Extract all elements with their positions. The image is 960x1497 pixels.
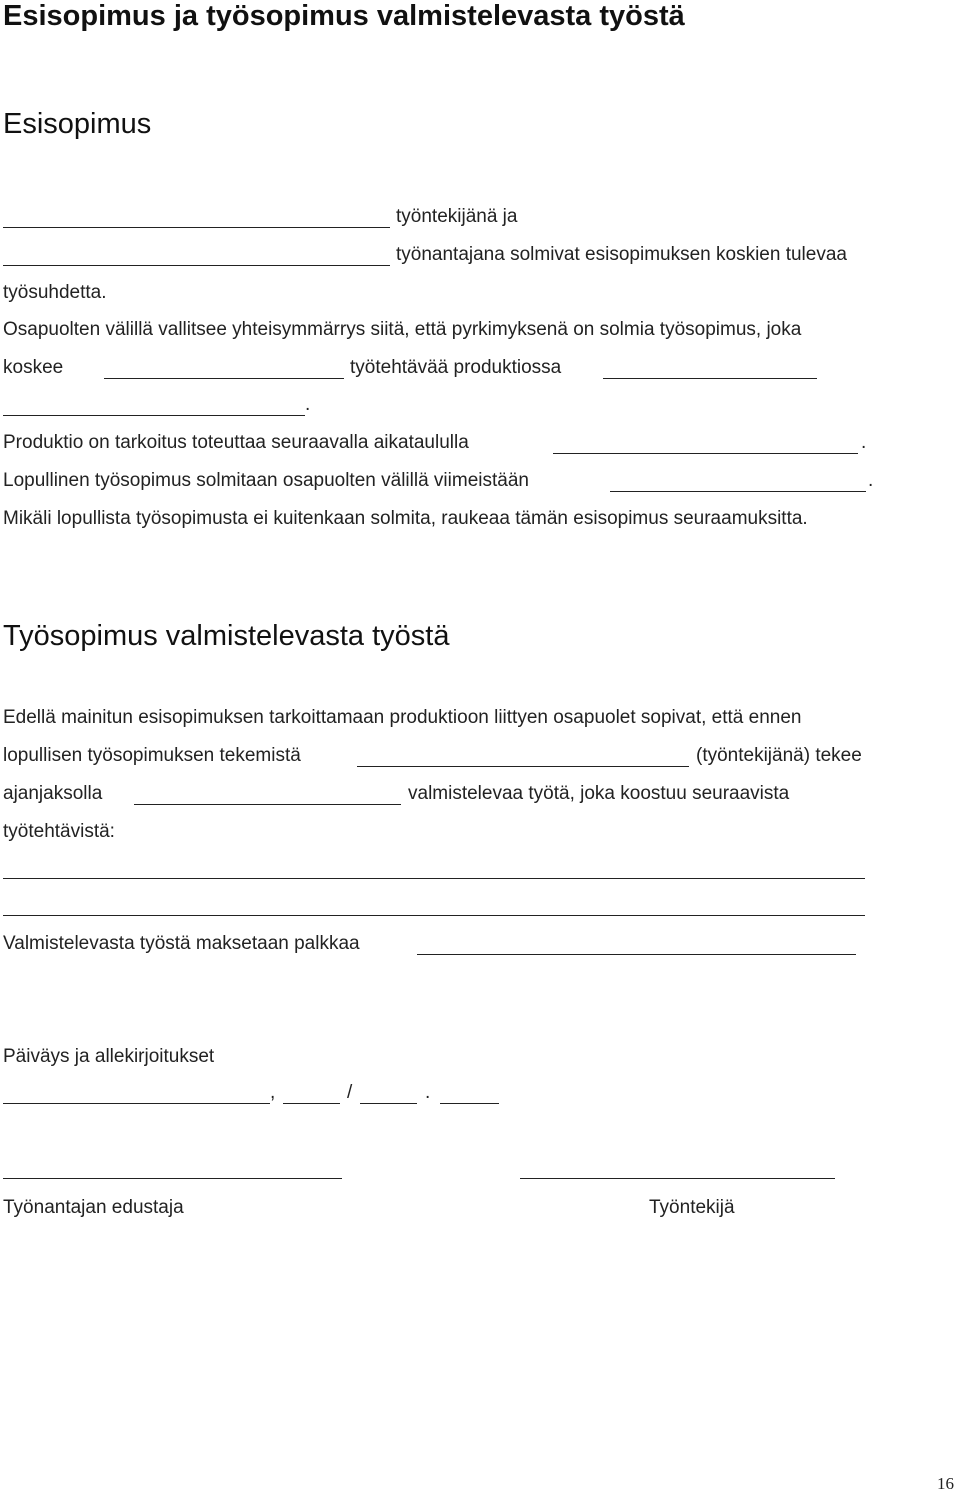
text-final-contract: Lopullinen työsopimus solmitaan osapuolten välillä viimeistään — [3, 470, 529, 491]
text-task-in-production: työtehtävää produktiossa — [350, 357, 562, 378]
text-schedule: Produktio on tarkoitus toteuttaa seuraavalla aikataululla — [3, 432, 469, 453]
text-preparatory-work: valmistelevaa työtä, joka koostuu seuraavista — [408, 783, 790, 804]
blank-final-date — [610, 491, 866, 492]
blank-task — [104, 378, 344, 379]
text-final-period: . — [868, 470, 874, 491]
label-employer-representative: Työnantajan edustaja — [3, 1197, 184, 1218]
text-mutual-understanding: Osapuolten välillä vallitsee yhteisymmärrys siitä, että pyrkimyksenä on solmia työsopimus, joka — [3, 319, 802, 340]
blank-employer-name — [3, 265, 390, 266]
blank-tasks-line-1 — [3, 878, 865, 879]
text-work-tasks: työtehtävistä: — [3, 821, 115, 842]
text-period: . — [305, 394, 311, 415]
blank-work-period — [134, 804, 401, 805]
text-employment: työsuhdetta. — [3, 282, 107, 303]
blank-pay — [417, 954, 856, 955]
text-employee-role: työntekijänä ja — [396, 206, 518, 227]
text-comma: , — [270, 1082, 276, 1103]
blank-production-name-b — [3, 415, 305, 416]
blank-day — [283, 1103, 340, 1104]
page-number: 16 — [937, 1474, 954, 1493]
text-concerns: koskee — [3, 357, 64, 378]
signatures-heading: Päiväys ja allekirjoitukset — [3, 1046, 215, 1067]
text-employer-role: työnantajana solmivat esisopimuksen koskien tulevaa — [396, 244, 847, 265]
signature-line-employee — [520, 1178, 835, 1179]
blank-place — [3, 1103, 270, 1104]
text-slash: / — [347, 1082, 353, 1103]
blank-schedule — [553, 453, 858, 454]
text-before-contract: lopullisen työsopimuksen tekemistä — [3, 745, 301, 766]
section-heading-tyosopimus: Työsopimus valmistelevasta työstä — [3, 620, 450, 652]
blank-employee-name-2 — [357, 766, 689, 767]
text-expiry-clause: Mikäli lopullista työsopimusta ei kuitenkaan solmita, raukeaa tämän esisopimus seuraamuksitta. — [3, 508, 808, 529]
text-during-period: ajanjaksolla — [3, 783, 103, 804]
text-pay: Valmistelevasta työstä maksetaan palkkaa — [3, 933, 360, 954]
blank-tasks-line-2 — [3, 915, 865, 916]
blank-month — [360, 1103, 417, 1104]
text-as-employee-does: (työntekijänä) tekee — [696, 745, 862, 766]
document-title: Esisopimus ja työsopimus valmistelevasta työstä — [3, 0, 685, 32]
text-schedule-period: . — [861, 432, 867, 453]
text-dot: . — [425, 1082, 431, 1103]
text-agreement-intro: Edellä mainitun esisopimuksen tarkoittamaan produktioon liittyen osapuolet sopivat, että ennen — [3, 707, 802, 728]
blank-production-name-a — [603, 378, 817, 379]
blank-employee-name — [3, 227, 390, 228]
label-employee: Työntekijä — [649, 1197, 735, 1218]
section-heading-esisopimus: Esisopimus — [3, 108, 152, 140]
blank-year — [440, 1103, 499, 1104]
signature-line-employer — [3, 1178, 342, 1179]
